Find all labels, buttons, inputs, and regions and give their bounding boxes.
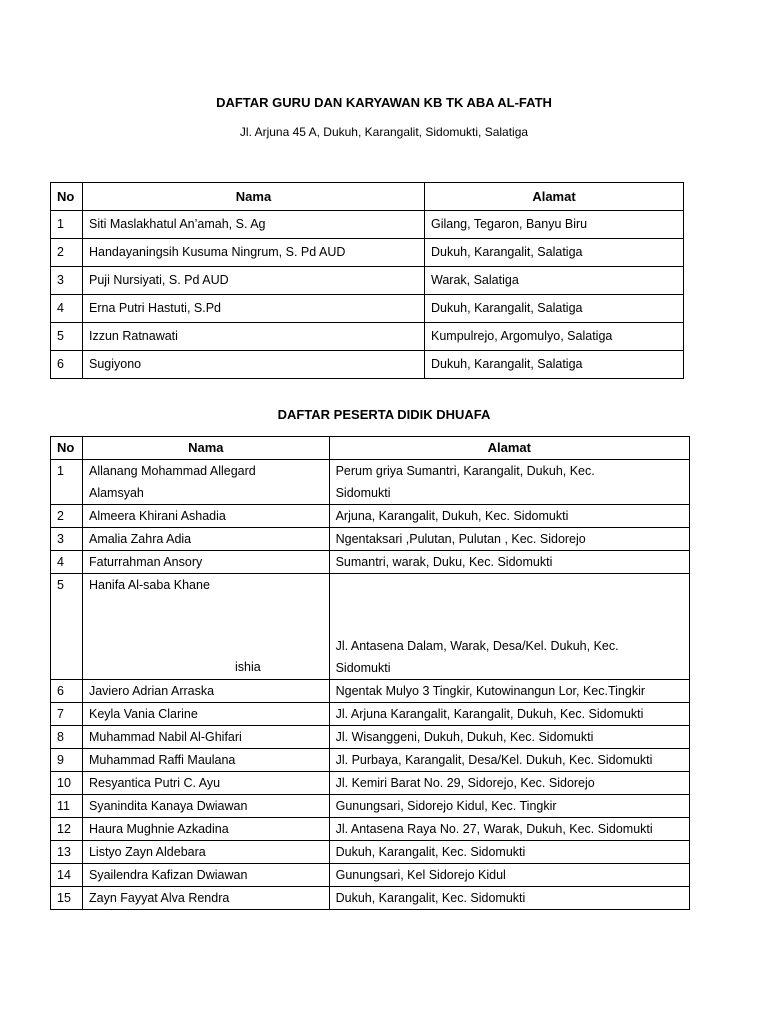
- table-row: [51, 574, 690, 680]
- cell-nama: Resyantica Putri C. Ayu: [82, 772, 329, 795]
- header-alamat: Alamat: [329, 437, 689, 460]
- table-row: [51, 211, 684, 239]
- cell-nama-line2: ishia: [234, 660, 261, 674]
- table-row: [51, 841, 690, 864]
- table-row: [51, 351, 684, 379]
- cell-alamat: Dukuh, Karangalit, Salatiga: [425, 239, 684, 267]
- table-row: [51, 295, 684, 323]
- cell-alamat: Dukuh, Karangalit, Salatiga: [425, 295, 684, 323]
- cell-alamat: Warak, Salatiga: [425, 267, 684, 295]
- cell-alamat: [329, 460, 689, 505]
- cell-nama-line2: Alamsyah: [88, 486, 144, 500]
- cell-nama: Handayaningsih Kusuma Ningrum, S. Pd AUD: [83, 239, 425, 267]
- cell-nama: [82, 460, 329, 505]
- cell-no: 3: [51, 267, 83, 295]
- cell-no: 6: [51, 680, 83, 703]
- cell-alamat: Jl. Antasena Raya No. 27, Warak, Dukuh, Kec. Sidomukti: [329, 818, 689, 841]
- cell-alamat: Dukuh, Karangalit, Salatiga: [425, 351, 684, 379]
- cell-alamat: Ngentaksari ,Pulutan, Pulutan , Kec. Sidorejo: [329, 528, 689, 551]
- table-row: [51, 772, 690, 795]
- cell-no: 12: [51, 818, 83, 841]
- cell-no: 1: [51, 460, 83, 505]
- table-row: [51, 887, 690, 910]
- cell-no: 10: [51, 772, 83, 795]
- header-alamat: Alamat: [425, 183, 684, 211]
- students-table-header: [51, 437, 690, 460]
- cell-no: 6: [51, 351, 83, 379]
- cell-no: 2: [51, 239, 83, 267]
- cell-alamat: Sumantri, warak, Duku, Kec. Sidomukti: [329, 551, 689, 574]
- cell-nama-line1: Hanifa Al-saba Khane: [88, 578, 210, 592]
- cell-no: 4: [51, 551, 83, 574]
- table-row: [51, 680, 690, 703]
- cell-alamat-line1: Perum griya Sumantri, Karangalit, Dukuh, Kec.: [335, 464, 595, 478]
- cell-alamat: Dukuh, Karangalit, Kec. Sidomukti: [329, 841, 689, 864]
- cell-no: 14: [51, 864, 83, 887]
- cell-no: 2: [51, 505, 83, 528]
- cell-no: 1: [51, 211, 83, 239]
- cell-nama: Muhammad Raffi Maulana: [82, 749, 329, 772]
- cell-alamat: [329, 574, 689, 680]
- cell-nama: Listyo Zayn Aldebara: [82, 841, 329, 864]
- cell-nama: Puji Nursiyati, S. Pd AUD: [83, 267, 425, 295]
- cell-no: 5: [51, 323, 83, 351]
- page-title: DAFTAR GURU DAN KARYAWAN KB TK ABA AL-FATH: [216, 95, 552, 110]
- header-no: No: [51, 437, 83, 460]
- cell-alamat: Gilang, Tegaron, Banyu Biru: [425, 211, 684, 239]
- cell-no: 8: [51, 726, 83, 749]
- cell-no: 13: [51, 841, 83, 864]
- cell-nama: [82, 574, 329, 680]
- staff-table: [50, 182, 684, 379]
- cell-alamat: Arjuna, Karangalit, Dukuh, Kec. Sidomukti: [329, 505, 689, 528]
- cell-nama: Zayn Fayyat Alva Rendra: [82, 887, 329, 910]
- cell-no: 3: [51, 528, 83, 551]
- cell-nama: Amalia Zahra Adia: [82, 528, 329, 551]
- students-section-title: DAFTAR PESERTA DIDIK DHUAFA: [277, 407, 491, 422]
- cell-nama: Muhammad Nabil Al-Ghifari: [82, 726, 329, 749]
- cell-no: 15: [51, 887, 83, 910]
- cell-nama: Almeera Khirani Ashadia: [82, 505, 329, 528]
- cell-nama: Haura Mughnie Azkadina: [82, 818, 329, 841]
- cell-nama: Faturrahman Ansory: [82, 551, 329, 574]
- table-row: [51, 460, 690, 505]
- cell-alamat: Jl. Kemiri Barat No. 29, Sidorejo, Kec. Sidorejo: [329, 772, 689, 795]
- cell-nama: Javiero Adrian Arraska: [82, 680, 329, 703]
- table-row: [51, 818, 690, 841]
- table-row: [51, 551, 690, 574]
- header-no: No: [51, 183, 83, 211]
- cell-nama: Syanindita Kanaya Dwiawan: [82, 795, 329, 818]
- table-row: [51, 323, 684, 351]
- header-nama: Nama: [82, 437, 329, 460]
- cell-nama: Siti Maslakhatul An’amah, S. Ag: [83, 211, 425, 239]
- cell-alamat-line2: Sidomukti: [335, 661, 391, 675]
- table-row: [51, 703, 690, 726]
- table-row: [51, 726, 690, 749]
- school-address: Jl. Arjuna 45 A, Dukuh, Karangalit, Sidomukti, Salatiga: [239, 125, 529, 139]
- cell-alamat: Jl. Wisanggeni, Dukuh, Dukuh, Kec. Sidomukti: [329, 726, 689, 749]
- cell-alamat: Dukuh, Karangalit, Kec. Sidomukti: [329, 887, 689, 910]
- table-row: [51, 528, 690, 551]
- cell-alamat-line1: Jl. Antasena Dalam, Warak, Desa/Kel. Dukuh, Kec.: [335, 639, 619, 653]
- table-row: [51, 239, 684, 267]
- cell-alamat: Ngentak Mulyo 3 Tingkir, Kutowinangun Lor, Kec.Tingkir: [329, 680, 689, 703]
- cell-alamat: Kumpulrejo, Argomulyo, Salatiga: [425, 323, 684, 351]
- cell-nama: Keyla Vania Clarine: [82, 703, 329, 726]
- header-nama: Nama: [83, 183, 425, 211]
- cell-nama-line1: Allanang Mohammad Allegard: [88, 464, 256, 478]
- cell-alamat: Gunungsari, Kel Sidorejo Kidul: [329, 864, 689, 887]
- cell-alamat: Jl. Purbaya, Karangalit, Desa/Kel. Dukuh, Kec. Sidomukti: [329, 749, 689, 772]
- table-row: [51, 749, 690, 772]
- cell-nama: Sugiyono: [83, 351, 425, 379]
- cell-no: 7: [51, 703, 83, 726]
- table-row: [51, 267, 684, 295]
- table-row: [51, 505, 690, 528]
- cell-alamat: Jl. Arjuna Karangalit, Karangalit, Dukuh, Kec. Sidomukti: [329, 703, 689, 726]
- cell-nama: Izzun Ratnawati: [83, 323, 425, 351]
- table-row: [51, 864, 690, 887]
- table-row: [51, 795, 690, 818]
- students-table: [50, 436, 690, 910]
- cell-alamat: Gunungsari, Sidorejo Kidul, Kec. Tingkir: [329, 795, 689, 818]
- cell-nama: Syailendra Kafizan Dwiawan: [82, 864, 329, 887]
- cell-no: 9: [51, 749, 83, 772]
- cell-no: 5: [51, 574, 83, 680]
- cell-no: 4: [51, 295, 83, 323]
- staff-table-header: [51, 183, 684, 211]
- cell-nama: Erna Putri Hastuti, S.Pd: [83, 295, 425, 323]
- cell-no: 11: [51, 795, 83, 818]
- cell-alamat-line2: Sidomukti: [335, 486, 391, 500]
